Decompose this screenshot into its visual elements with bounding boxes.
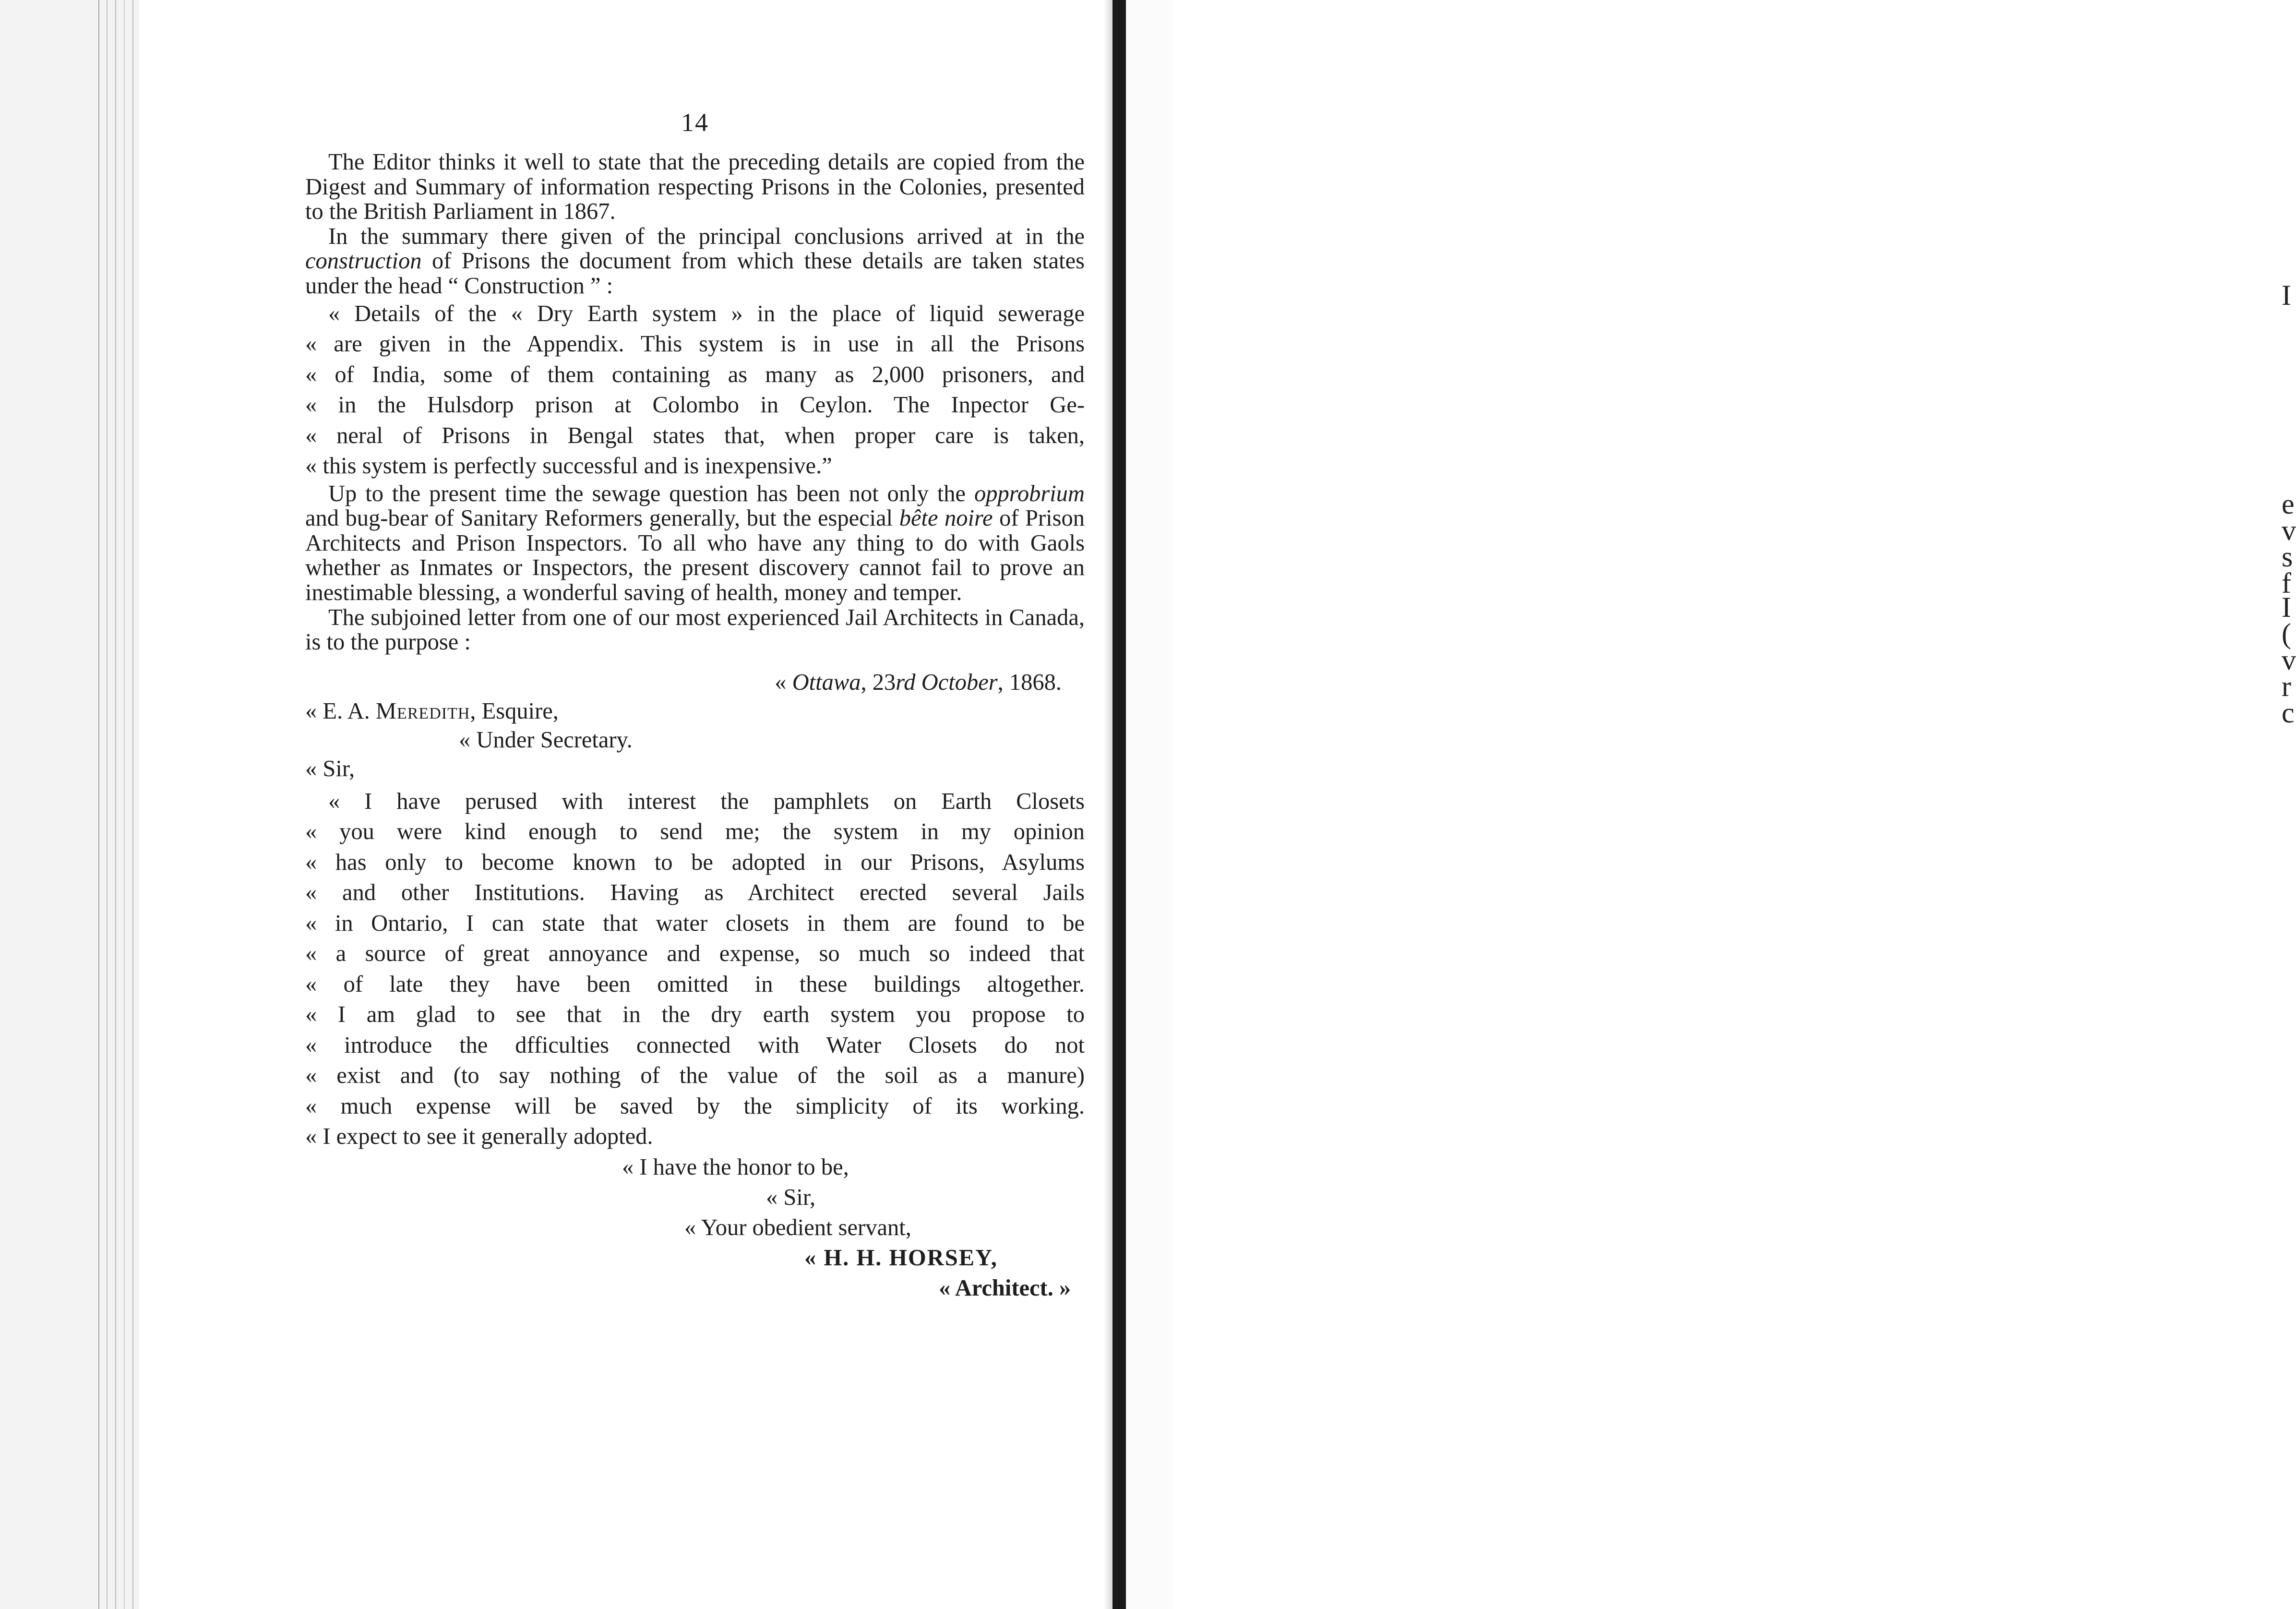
text-run: of Prison Architects and Prison Inspectors. To all who have any thing to do with Gaols whether as Inmates or Inspectors, the present discovery cannot fail to prove an inestimable blessing, a wonderful saving of health, money and temper. <box>305 505 1085 605</box>
document-page <box>305 109 1085 1303</box>
paragraph-summary <box>305 224 1085 299</box>
quote-line: « Details of the « Dry Earth system » in the place of liquid sewerage <box>328 300 1085 326</box>
text-run: Up to the present time the sewage question has been not only the <box>328 480 975 506</box>
letter-line: « exist and (to say nothing of the value of the soil as a manure) <box>305 1063 1085 1089</box>
left-page-edges <box>0 0 139 1609</box>
letter-closing <box>305 1152 1085 1303</box>
quote-line: « this system is perfectly successful and is inexpensive.” <box>305 453 832 479</box>
italic-month: October <box>915 669 998 695</box>
page-edge-line <box>124 0 125 1609</box>
letter-line: « a source of great annoyance and expense, so much so indeed that <box>305 941 1085 967</box>
book-spine <box>1112 0 1126 1609</box>
next-page-strip <box>1126 0 2296 1609</box>
text-run: , 23 <box>861 669 896 695</box>
paragraph-editor-note: The Editor thinks it well to state that the preceding details are copied from the Digest and Summary of information respecting Prisons in the Colonies, presented to the British Parliament in 1867. <box>305 149 1085 225</box>
letter-date <box>305 668 1085 697</box>
letter-line: « you were kind enough to send me; the system in my opinion <box>305 819 1085 845</box>
text-run: of Prisons the document from which these details are taken states under the head “ Construction ” : <box>305 248 1085 299</box>
letter-line: « of late they have been omitted in these buildings altogether. <box>305 971 1085 997</box>
bleed-glyph: v <box>2282 515 2296 546</box>
text-run: , Esquire, <box>470 698 559 724</box>
closing-sir: « Sir, <box>766 1184 816 1210</box>
bleed-glyph: r <box>2282 671 2291 702</box>
bleed-glyph: v <box>2282 644 2296 676</box>
bleed-glyph: I <box>2282 591 2291 623</box>
bleed-glyph: s <box>2282 541 2293 573</box>
salutation: « Sir, <box>305 756 355 781</box>
page-edge-line <box>132 0 133 1609</box>
italic-rd: rd <box>896 669 916 695</box>
bleed-glyph: f <box>2282 567 2291 599</box>
quotation-block <box>305 299 1085 481</box>
letter-line: « much expense will be saved by the simplicity of its working. <box>305 1093 1085 1119</box>
page-edge-line <box>107 0 108 1609</box>
signature-title: « Architect. » <box>939 1275 1071 1301</box>
italic-bete-noire: bête noire <box>899 505 993 531</box>
addressee-title: « Under Secretary. <box>459 727 633 753</box>
quote-line: « neral of Prisons in Bengal states that, when proper care is taken, <box>305 422 1085 448</box>
letter-body <box>305 786 1085 1152</box>
signature-name: « H. H. HORSEY, <box>804 1245 998 1271</box>
bleed-glyph: ( <box>2282 618 2291 649</box>
addressee-line <box>305 697 1085 726</box>
letter-line: « in Ontario, I can state that water closets in them are found to be <box>305 910 1085 936</box>
page-edge-line <box>115 0 116 1609</box>
letter-line: « and other Institutions. Having as Architect erected several Jails <box>305 880 1085 906</box>
bleed-glyph: I <box>2282 279 2291 311</box>
page-number: 14 <box>681 108 709 137</box>
bleed-glyph: e <box>2282 488 2295 520</box>
paragraph-letter-intro: The subjoined letter from one of our most experienced Jail Architects in Canada, is to the purpose : <box>305 604 1085 655</box>
text-run: « <box>775 669 792 695</box>
italic-place: Ottawa <box>792 669 861 695</box>
italic-construction: construction <box>305 248 422 274</box>
letter-line: « introduce the dfficulties connected with Water Closets do not <box>305 1032 1085 1058</box>
letter-line: « I expect to see it generally adopted. <box>305 1124 653 1150</box>
closing-servant: « Your obedient servant, <box>684 1214 911 1240</box>
closing-honor: « I have the honor to be, <box>622 1154 849 1180</box>
letter-line: « has only to become known to be adopted in our Prisons, Asylums <box>305 849 1085 875</box>
letter-line: « I am glad to see that in the dry earth system you propose to <box>305 1002 1085 1028</box>
letter-line: « I have perused with interest the pamphlets on Earth Closets <box>328 788 1085 814</box>
quote-line: « of India, some of them containing as many as 2,000 prisoners, and <box>305 361 1085 387</box>
text-run: « E. A. <box>305 698 376 724</box>
gutter-shadow <box>1104 0 1112 1609</box>
addressee-name: Meredith <box>375 698 470 724</box>
italic-opprobrium: opprobrium <box>974 480 1085 506</box>
paragraph-sewage-question <box>305 481 1085 605</box>
quote-line: « are given in the Appendix. This system is in use in all the Prisons <box>305 331 1085 357</box>
bleed-glyph: c <box>2282 697 2295 729</box>
text-run: In the summary there given of the principal conclusions arrived at in the <box>328 223 1085 249</box>
text-run: and bug-bear of Sanitary Reformers generally, but the especial <box>305 505 899 531</box>
text-run: , 1868. <box>997 669 1062 695</box>
quote-line: « in the Hulsdorp prison at Colombo in Ceylon. The Inpector Ge- <box>305 392 1085 418</box>
page-edge-line <box>98 0 99 1609</box>
